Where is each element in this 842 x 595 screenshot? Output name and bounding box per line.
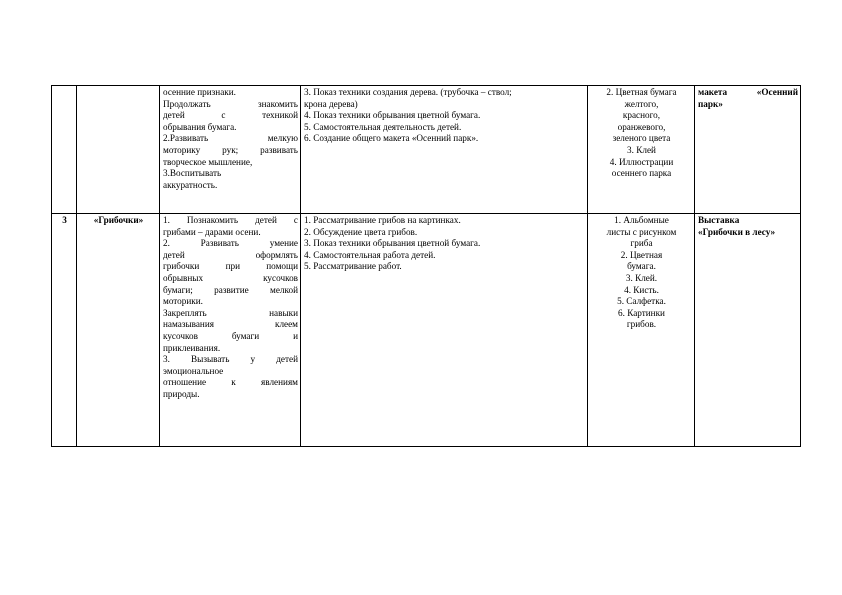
- table-row: [52, 86, 801, 214]
- goal-line: моторику рук; развивать: [163, 144, 298, 155]
- lesson-title-cell: [77, 214, 160, 447]
- result-line: «Грибочки в лесу»: [698, 226, 776, 237]
- goal-line: 2. Развивать умение: [163, 238, 298, 249]
- step-line: 4. Самостоятельная работа детей.: [304, 249, 436, 260]
- goal-line: творческое мышление,: [163, 156, 253, 167]
- goal-line: 3.Воспитывать: [163, 168, 222, 179]
- goal-line: грибами – дарами осени.: [163, 226, 261, 237]
- material-line: гриба: [630, 238, 653, 249]
- material-line: осеннего парка: [611, 168, 672, 179]
- material-line: 1. Альбомные: [614, 215, 669, 225]
- step-line: 1. Рассматривание грибов на картинках.: [304, 215, 461, 225]
- result-cell: [695, 86, 801, 214]
- goals-cell: [160, 214, 301, 447]
- material-line: зеленого цвета: [612, 133, 671, 144]
- goal-line: 1. Познакомить детей с: [163, 215, 298, 225]
- goal-line: обрывания бумага.: [163, 121, 237, 132]
- goal-line: природы.: [163, 388, 200, 399]
- material-line: 4. Кисть.: [624, 284, 659, 295]
- goal-line: 3. Вызывать у детей: [163, 354, 298, 365]
- material-line: 6. Картинки: [618, 307, 665, 318]
- goal-line: бумаги; развитие мелкой: [163, 284, 298, 295]
- goal-line: отношение к явлениям: [163, 377, 298, 388]
- material-line: оранжевого,: [617, 121, 666, 132]
- result-line: макета «Осенний: [698, 87, 798, 97]
- material-line: 3. Клей: [627, 144, 656, 155]
- goal-line: детей с техникой: [163, 110, 298, 121]
- goal-line: детей оформлять: [163, 249, 298, 260]
- material-line: 4. Иллюстрации: [609, 156, 674, 167]
- step-line: 4. Показ техники обрывания цветной бумага.: [304, 110, 481, 121]
- step-line: 5. Самостоятельная деятельность детей.: [304, 121, 462, 132]
- materials-cell: [588, 214, 695, 447]
- lesson-title: «Грибочки»: [93, 215, 144, 225]
- goal-line: 2.Развивать мелкую: [163, 133, 298, 144]
- material-line: красного,: [622, 110, 661, 121]
- material-line: 5. Салфетка.: [617, 296, 666, 307]
- goal-line: осенние признаки.: [163, 87, 236, 97]
- step-line: 2. Обсуждение цвета грибов.: [304, 226, 418, 237]
- goals-cell: [160, 86, 301, 214]
- step-line: 6. Создание общего макета «Осенний парк».: [304, 133, 479, 144]
- material-line: грибов.: [626, 319, 657, 330]
- step-line: 3. Показ техники обрывания цветной бумага.: [304, 238, 481, 249]
- goal-line: грибочки при помощи: [163, 261, 298, 272]
- material-line: бумага.: [627, 261, 656, 272]
- step-line: крона дерева): [304, 98, 358, 109]
- goal-line: аккуратность.: [163, 179, 218, 190]
- result-cell: [695, 214, 801, 447]
- goal-line: эмоциональное: [163, 365, 224, 376]
- goal-line: кусочков бумаги и: [163, 330, 298, 341]
- goal-line: намазывания клеем: [163, 319, 298, 330]
- result-line: Выставка: [698, 215, 740, 225]
- goal-line: приклеивания.: [163, 342, 221, 353]
- material-line: 2. Цветная: [620, 249, 663, 260]
- steps-cell: [301, 214, 588, 447]
- row-number-cell: [52, 214, 77, 447]
- goal-line: Закреплять навыки: [163, 307, 298, 318]
- result-line: парк»: [698, 98, 723, 109]
- material-line: 3. Клей.: [625, 272, 658, 283]
- row-number-cell: [52, 86, 77, 214]
- material-line: листы с рисунком: [606, 226, 677, 237]
- lesson-plan-table: [51, 85, 801, 447]
- lesson-title-cell: [77, 86, 160, 214]
- step-line: 3. Показ техники создания дерева. (трубочка – ствол;: [304, 87, 512, 97]
- goal-line: обрывных кусочков: [163, 272, 298, 283]
- step-line: 5. Рассматривание работ.: [304, 261, 402, 272]
- material-line: 2. Цветная бумага: [606, 87, 677, 97]
- materials-cell: [588, 86, 695, 214]
- goal-line: моторики.: [163, 296, 203, 307]
- material-line: желтого,: [624, 98, 659, 109]
- steps-cell: [301, 86, 588, 214]
- goal-line: Продолжать знакомить: [163, 98, 298, 109]
- table-row: [52, 214, 801, 447]
- row-number: 3: [62, 215, 67, 225]
